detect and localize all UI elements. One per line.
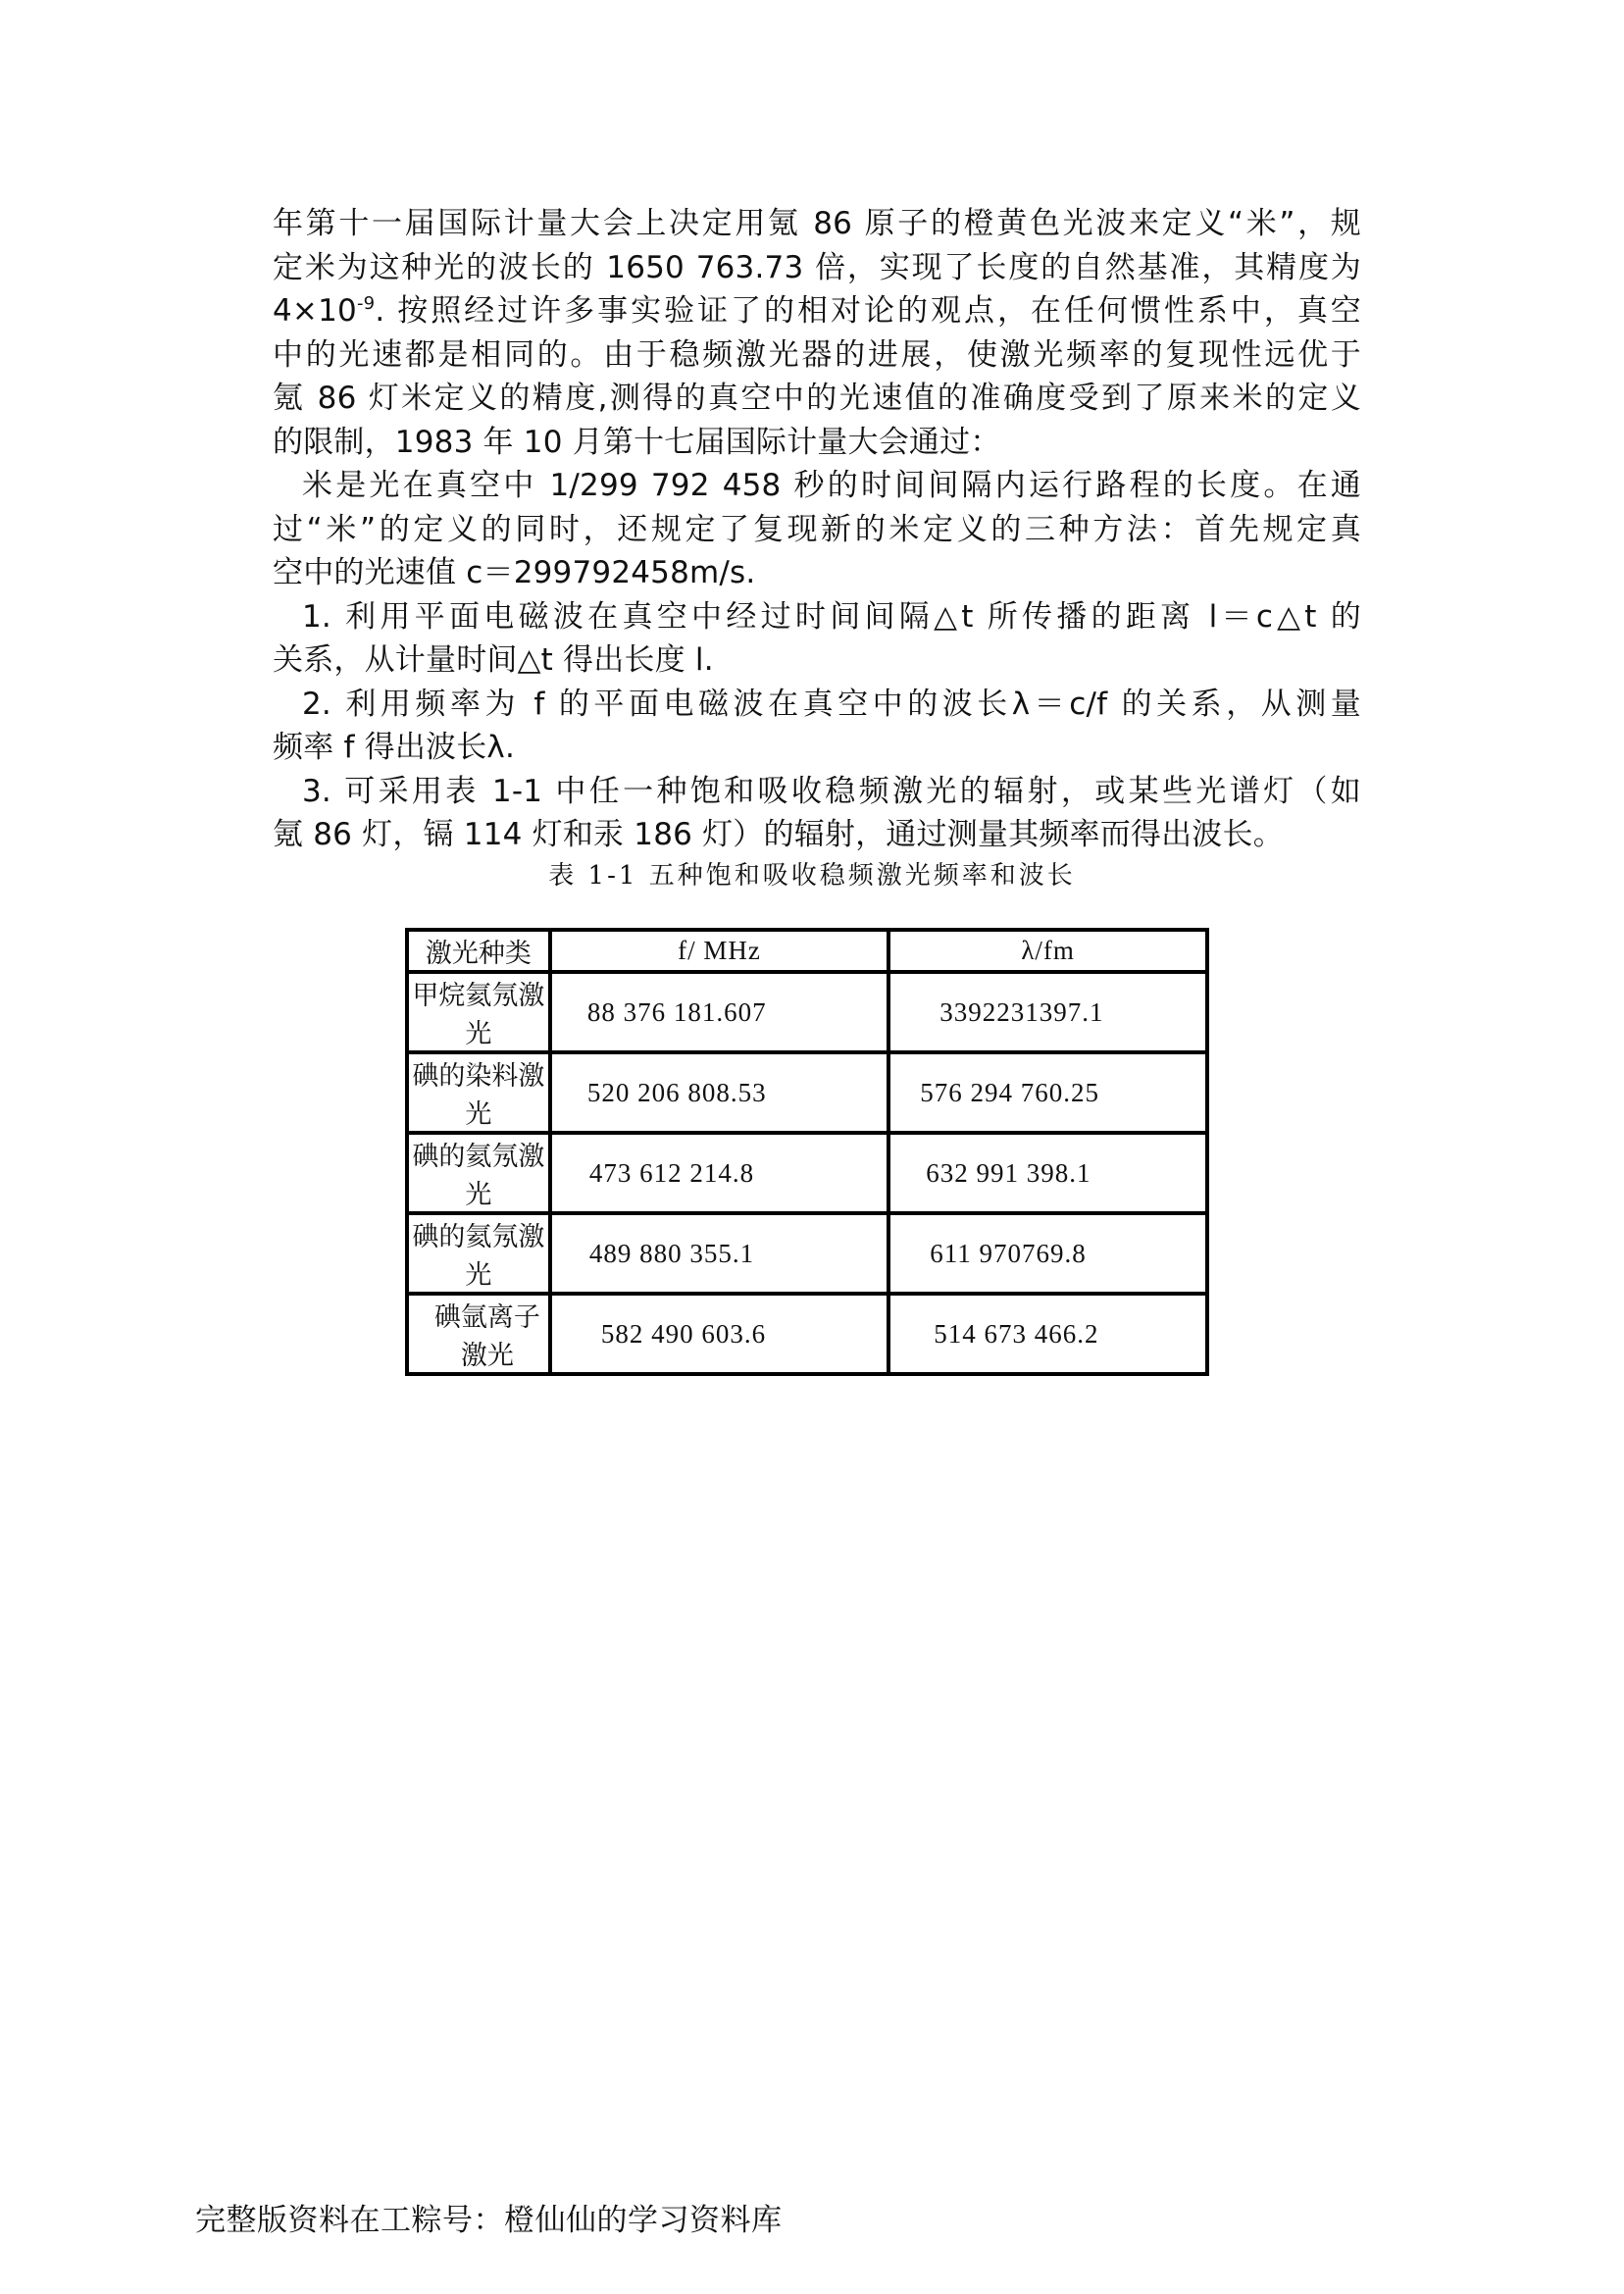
exponent-line-rest: . 按照经过许多事实验证了的相对论的观点，在任何惯性系中，真空 (375, 293, 1361, 329)
wavelength-cell: 611 970769.8 (888, 1213, 1207, 1294)
header-wavelength: λ/fm (888, 930, 1207, 972)
frequency-cell: 489 880 355.1 (550, 1213, 888, 1294)
table-row (407, 972, 1207, 1052)
body-text (273, 202, 1361, 857)
header-laser-type: 激光种类 (407, 930, 550, 972)
method-3-line: 氪 86 灯，镉 114 灯和汞 186 灯）的辐射，通过测量其频率而得出波长。 (273, 817, 1284, 852)
laser-type-cell: 碘的氦氖激光 (407, 1133, 550, 1213)
frequency-cell: 473 612 214.8 (550, 1133, 888, 1213)
wavelength-cell: 632 991 398.1 (888, 1133, 1207, 1213)
method-2-line: 频率 f 得出波长λ. (273, 730, 516, 765)
definition-line: 米是光在真空中 1/299 792 458 秒的时间间隔内运行路程的长度。在通 (302, 468, 1361, 503)
table-header-row (407, 930, 1207, 972)
exponent: -9 (356, 293, 376, 314)
text-line: 的限制，1983 年 10 月第十七届国际计量大会通过： (273, 424, 1001, 460)
text-line: 中的光速都是相同的。由于稳频激光器的进展，使激光频率的复现性远优于 (273, 336, 1361, 373)
exponent-base: 4×10 (273, 293, 357, 329)
table-caption: 表 1-1 五种饱和吸收稳频激光频率和波长 (548, 861, 1076, 891)
table-row (407, 1213, 1207, 1294)
wavelength-cell: 514 673 466.2 (888, 1294, 1207, 1374)
text-line: 年第十一届国际计量大会上决定用氪 86 原子的橙黄色光波来定义“米”，规 (273, 206, 1361, 241)
footer-note: 完整版资料在工粽号：橙仙仙的学习资料库 (195, 2203, 783, 2238)
method-1-line: 1. 利用平面电磁波在真空中经过时间间隔△t 所传播的距离 l＝c△t 的 (302, 598, 1361, 635)
wavelength-cell: 3392231397.1 (888, 972, 1207, 1052)
frequency-cell: 88 376 181.607 (550, 972, 888, 1052)
method-2-line: 2. 利用频率为 f 的平面电磁波在真空中的波长λ＝c/f 的关系，从测量 (302, 686, 1361, 722)
text-line: 空中的光速值 c＝299792458m/s. (273, 555, 756, 590)
text-line: 定米为这种光的波长的 1650 763.73 倍，实现了长度的自然基准，其精度为 (273, 249, 1361, 285)
method-1-line: 关系，从计量时间△t 得出长度 l. (273, 642, 714, 678)
table-row (407, 1294, 1207, 1374)
laser-type-cell: 碘的染料激光 (407, 1052, 550, 1133)
laser-type-cell: 碘的氦氖激光 (407, 1213, 550, 1294)
header-frequency: f/ MHz (550, 930, 888, 972)
laser-type-cell: 甲烷氦氖激光 (407, 972, 550, 1052)
frequency-cell: 520 206 808.53 (550, 1052, 888, 1133)
text-line: 过“米”的定义的同时，还规定了复现新的米定义的三种方法：首先规定真 (273, 511, 1361, 547)
text-line-with-exponent (273, 289, 1361, 333)
text-line: 氪 86 灯米定义的精度,测得的真空中的光速值的准确度受到了原来米的定义 (273, 381, 1361, 416)
table-row (407, 1133, 1207, 1213)
laser-type-cell: 碘氩离子激光 (407, 1294, 550, 1374)
wavelength-cell: 576 294 760.25 (888, 1052, 1207, 1133)
method-3-line: 3. 可采用表 1-1 中任一种饱和吸收稳频激光的辐射，或某些光谱灯（如 (302, 773, 1361, 809)
table-row (407, 1052, 1207, 1133)
laser-frequency-table (405, 928, 1209, 1376)
frequency-cell: 582 490 603.6 (550, 1294, 888, 1374)
